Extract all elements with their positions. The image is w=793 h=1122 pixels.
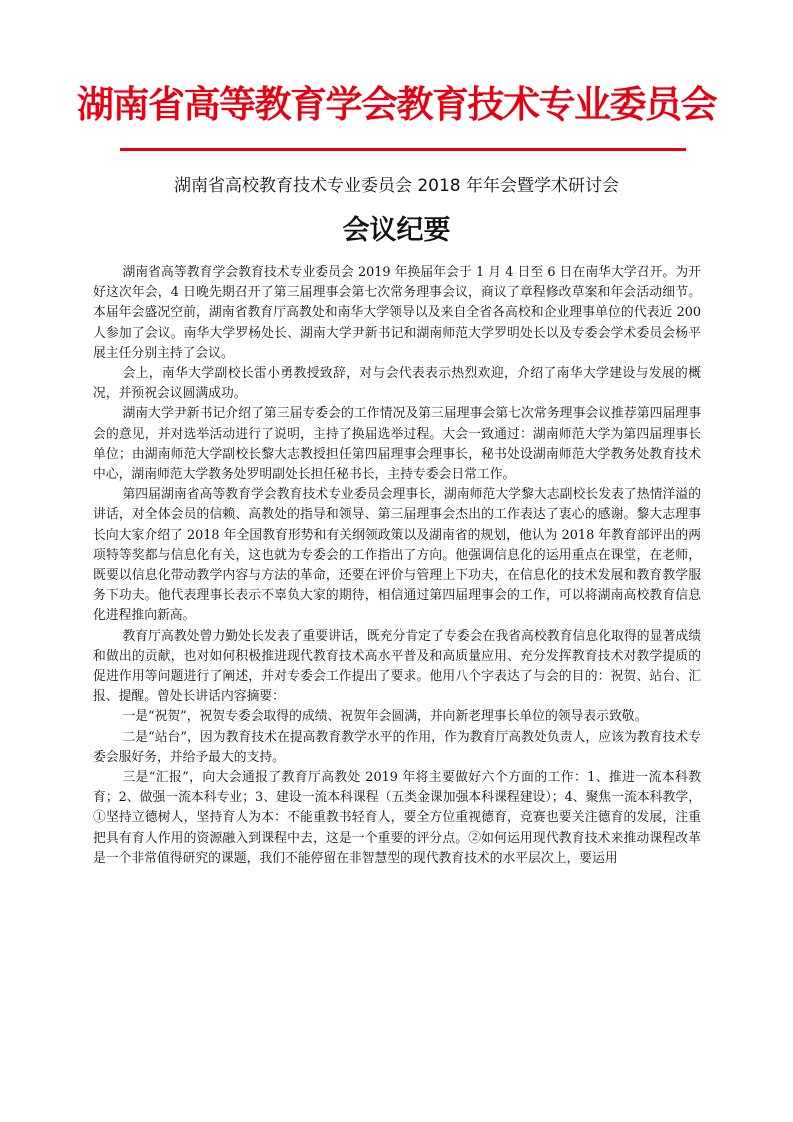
- paragraph: 会上，南华大学副校长雷小勇教授致辞，对与会代表表示热烈欢迎，介绍了南华大学建设与发展的概况，并预祝会议圆满成功。: [93, 366, 701, 402]
- paragraph: 教育厅高教处曾力勤处长发表了重要讲话，既充分肯定了专委会在我省高校教育信息化取得的显著成绩和做出的贡献，也对如何积极推进现代教育技术高水平普及和高质量应用、充分发挥教育技术对教学提质的促进作用等问题进行了阐述，并对专委会工作提出了要求。他用八个字表达了与会的目的：祝贺、站台、汇报、提醒。曾处长讲话内容摘要：: [93, 628, 701, 705]
- paragraph: 一是“祝贺”，祝贺专委会取得的成绩、祝贺年会圆满，并向新老理事长单位的领导表示致敬。: [122, 709, 648, 725]
- paragraph: 湖南省高等教育学会教育技术专业委员会 2019 年换届年会于 1 月 4 日至 6 日在南华大学召开。为开好这次年会，4 日晚先期召开了第三届理事会第七次常务理事会议，商议了章程修改草案和年会活动细节。本届年会盛况空前，湖南省教育厅高教处和南华大学领导以及来自全省各高校和企业理事单位的代表近 200 人参加了会议。南华大学罗杨处长、湖南大学尹新书记和湖南师范大学罗明处长以及专委会学术委员会杨平展主任分别主持了会议。: [93, 265, 701, 361]
- paragraph: 三是“汇报”，向大会通报了教育厅高教处 2019 年将主要做好六个方面的工作：1、推进一流本科教育；2、做强一流本科专业；3、建设一流本科课程（五类金课加强本科课程建设）；4、聚焦一流本科教学，①坚持立德树人，坚持育人为本：不能重教书轻育人，要全方位重视德育，竞赛也要关注德育的发展，注重把具有育人作用的资源融入到课程中去，这是一个重要的评分点。②如何运用现代教育技术来推动课程改革是一个非常值得研究的课题，我们不能停留在非智慧型的现代教育技术的水平层次上，要运用: [93, 770, 701, 866]
- letterhead-org-name: 湖南省高等教育学会教育技术专业委员会: [77, 83, 716, 126]
- document-title: 湖南省高校教育技术专业委员会 2018 年年会暨学术研讨会: [173, 176, 620, 196]
- paragraph: 二是“站台”，因为教育技术在提高教育教学水平的作用，作为教育厅高教处负责人，应该为教育技术专委会服好务，并给予最大的支持。: [93, 729, 701, 765]
- document-subtitle: 会议纪要: [342, 215, 451, 246]
- paragraph: 第四届湖南省高等教育学会教育技术专业委员会理事长，湖南师范大学黎大志副校长发表了热情洋溢的讲话，对全体会员的信赖、高教处的指导和领导、第三届理事会杰出的工作表达了衷心的感谢。黎大志理事长向大家介绍了 2018 年全国教育形势和有关纲领政策以及湖南省的规划，他认为 2018 年教育部评出的两项特等奖都与信息化有关，这也就为专委会的工作指出了方向。他强调信息化的运用重点在课堂，在老师，既要以信息化带动教学内容与方法的革命，还要在评价与管理上下功夫，在信息化的技术发展和教育教学服务下功夫。他代表理事长表示不辜负大家的期待，相信通过第四届理事会的工作，可以将湖南高校教育信息化进程推向新高。: [93, 487, 701, 624]
- document-body: [93, 263, 701, 869]
- letterhead-divider: [120, 148, 686, 151]
- paragraph: 湖南大学尹新书记介绍了第三届专委会的工作情况及第三届理事会第七次常务理事会议推荐第四届理事会的意见，并对选举活动进行了说明，主持了换届选举过程。大会一致通过：湖南师范大学为第四届理事长单位；由湖南师范大学副校长黎大志教授担任第四届理事会理事长，秘书处设湖南师范大学教务处教育技术中心，湖南师范大学教务处罗明副处长担任秘书长，主持专委会日常工作。: [93, 406, 701, 483]
